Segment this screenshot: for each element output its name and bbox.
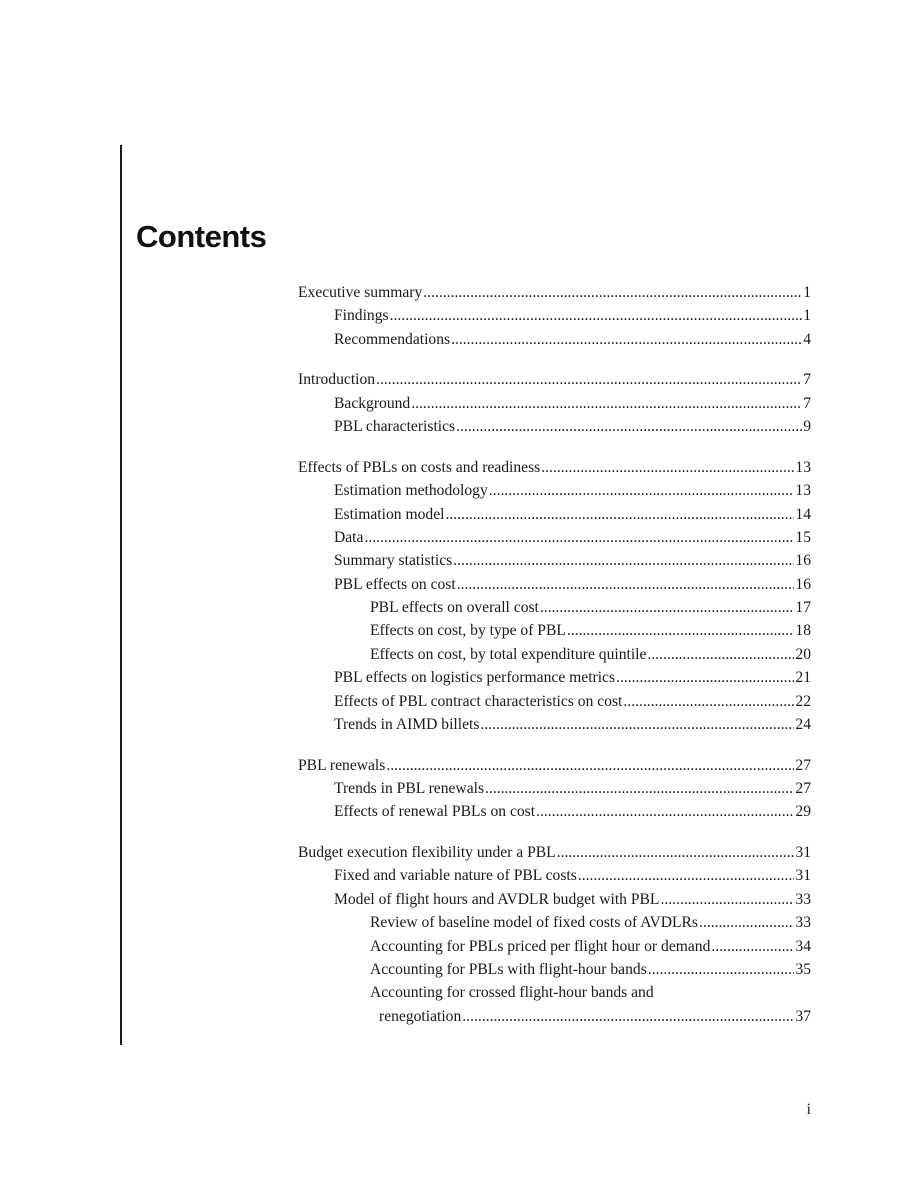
toc-entry[interactable] (298, 549, 811, 572)
dot-leader (578, 864, 795, 887)
dot-leader (711, 935, 794, 958)
toc-entry-page: 37 (795, 1007, 811, 1025)
toc-entry-title: Findings (334, 307, 389, 325)
toc-entry-page: 14 (795, 505, 811, 523)
toc-section (298, 841, 811, 1028)
toc-section (298, 754, 811, 824)
toc-entry-page: 33 (795, 914, 811, 932)
dot-leader (660, 888, 794, 911)
dot-leader (390, 304, 803, 327)
toc-entry[interactable] (298, 643, 811, 666)
toc-entry-title: Accounting for PBLs priced per flight hour or demand (370, 937, 711, 955)
toc-entry[interactable] (298, 479, 811, 502)
toc-entry[interactable] (298, 456, 811, 479)
toc-entry-page: 22 (795, 692, 811, 710)
toc-entry-wrapped[interactable] (298, 981, 811, 1004)
toc-entry[interactable] (298, 888, 811, 911)
dot-leader (364, 526, 794, 549)
margin-rule (120, 145, 122, 1045)
toc-entry[interactable] (298, 368, 811, 391)
toc-entry-title: PBL effects on cost (334, 575, 456, 593)
toc-entry-page: 24 (795, 716, 811, 734)
toc-entry-title: PBL effects on logistics performance metrics (334, 669, 616, 687)
dot-leader (557, 841, 795, 864)
toc-entry[interactable] (298, 864, 811, 887)
dot-leader (541, 456, 794, 479)
dot-leader (457, 573, 795, 596)
dot-leader (489, 479, 795, 502)
page-number: i (806, 1101, 811, 1118)
toc-entry-title: Accounting for PBLs with flight-hour bands (370, 960, 647, 978)
toc-entry-title: PBL effects on overall cost (370, 599, 539, 617)
toc-entry-title: Effects on cost, by type of PBL (370, 622, 566, 640)
toc-entry-title-continuation: renegotiation (379, 1007, 462, 1025)
toc-section (298, 281, 811, 351)
toc-entry-title: Executive summary (298, 284, 423, 301)
page-title: Contents (136, 219, 267, 254)
toc-entry-title: Effects on cost, by total expenditure quintile (370, 645, 647, 663)
dot-leader (376, 368, 802, 391)
toc-entry[interactable] (298, 841, 811, 864)
toc-entry-page: 9 (803, 418, 811, 436)
toc-entry-title: Effects of PBLs on costs and readiness (298, 458, 541, 476)
toc-entry-title: Estimation methodology (334, 482, 488, 500)
toc-section (298, 456, 811, 737)
toc-entry-page: 17 (795, 599, 811, 617)
dot-leader (485, 777, 794, 800)
toc-entry-page: 1 (803, 307, 811, 325)
dot-leader (647, 643, 794, 666)
toc-section (298, 368, 811, 438)
toc-entry[interactable] (298, 777, 811, 800)
toc-entry[interactable] (298, 935, 811, 958)
dot-leader (451, 328, 802, 351)
toc-entry-page: 21 (795, 669, 811, 687)
toc-entry-page: 20 (795, 645, 811, 663)
toc-entry-page: 7 (803, 394, 811, 412)
toc-entry[interactable] (298, 596, 811, 619)
toc-entry-page: 27 (795, 756, 811, 774)
dot-leader (623, 690, 794, 713)
dot-leader (453, 549, 794, 572)
toc-entry-continuation[interactable] (298, 1005, 811, 1028)
toc-entry-page: 31 (795, 867, 811, 885)
dot-leader (411, 392, 802, 415)
toc-entry-page: 31 (795, 843, 811, 861)
toc-entry-page: 4 (803, 330, 811, 348)
toc-entry-title: Fixed and variable nature of PBL costs (334, 867, 577, 885)
table-of-contents (298, 281, 811, 1045)
toc-entry[interactable] (298, 666, 811, 689)
toc-entry-title: Model of flight hours and AVDLR budget with PBL (334, 890, 660, 908)
toc-entry-page: 13 (795, 482, 811, 500)
dot-leader (423, 281, 802, 304)
toc-entry-title: Recommendations (334, 330, 451, 348)
toc-entry[interactable] (298, 619, 811, 642)
toc-entry-page: 16 (795, 552, 811, 570)
dot-leader (480, 713, 794, 736)
toc-entry[interactable] (298, 713, 811, 736)
toc-entry-page: 16 (795, 575, 811, 593)
toc-entry-page: 15 (795, 528, 811, 546)
toc-entry[interactable] (298, 328, 811, 351)
toc-entry-page: 7 (803, 371, 811, 389)
toc-entry-title: Summary statistics (334, 552, 453, 570)
dot-leader (445, 503, 794, 526)
toc-entry-title: PBL renewals (298, 756, 386, 774)
toc-entry-title: Accounting for crossed flight-hour bands and (370, 984, 654, 1002)
toc-entry-title: PBL characteristics (334, 418, 456, 436)
toc-entry-page: 18 (795, 622, 811, 640)
toc-entry[interactable] (298, 526, 811, 549)
toc-entry[interactable] (298, 690, 811, 713)
toc-entry-title: Trends in AIMD billets (334, 716, 480, 734)
toc-entry-title: Effects of renewal PBLs on cost (334, 803, 536, 821)
toc-entry-page: 29 (795, 803, 811, 821)
dot-leader (536, 800, 794, 823)
dot-leader (456, 415, 802, 438)
toc-entry[interactable] (298, 304, 811, 327)
toc-entry-title: Review of baseline model of fixed costs of AVDLRs (370, 914, 698, 932)
dot-leader (648, 958, 795, 981)
toc-entry-page: 35 (795, 960, 811, 978)
toc-entry[interactable] (298, 392, 811, 415)
toc-entry-title: Trends in PBL renewals (334, 779, 485, 797)
toc-entry-title: Introduction (298, 371, 376, 389)
toc-entry[interactable] (298, 958, 811, 981)
toc-entry[interactable] (298, 911, 811, 934)
dot-leader (616, 666, 794, 689)
toc-entry[interactable] (298, 503, 811, 526)
toc-entry-title: Budget execution flexibility under a PBL (298, 843, 556, 861)
toc-entry[interactable] (298, 573, 811, 596)
dot-leader (386, 754, 794, 777)
toc-entry-page: 34 (795, 937, 811, 955)
toc-entry[interactable] (298, 754, 811, 777)
dot-leader (699, 911, 794, 934)
dot-leader (540, 596, 795, 619)
toc-entry[interactable] (298, 281, 811, 304)
toc-entry-title: Background (334, 394, 411, 412)
toc-entry-title: Estimation model (334, 505, 445, 523)
toc-entry-page: 33 (795, 890, 811, 908)
toc-entry-title: Effects of PBL contract characteristics on cost (334, 692, 623, 710)
toc-entry-title: Data (334, 528, 364, 546)
toc-entry-page: 27 (795, 779, 811, 797)
dot-leader (462, 1005, 794, 1028)
toc-entry-page: 1 (803, 284, 811, 301)
toc-entry[interactable] (298, 800, 811, 823)
toc-entry-page: 13 (795, 458, 811, 476)
toc-entry[interactable] (298, 415, 811, 438)
dot-leader (567, 619, 795, 642)
